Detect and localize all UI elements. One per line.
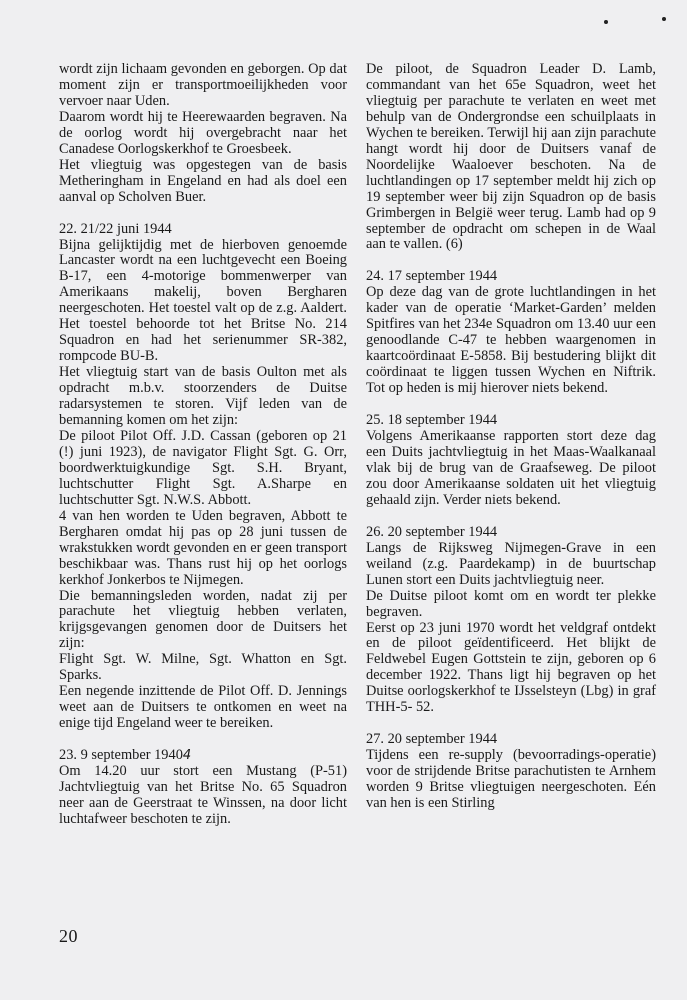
paragraph: Flight Sgt. W. Milne, Sgt. Whatton en Sgt. Sparks. [59,651,347,684]
section-heading-22: 22. 21/22 juni 1944 [59,220,172,237]
paragraph: Volgens Amerikaanse rapporten stort deze dag een Duits jachtvliegtuig in het Maas-Waalkanaal vlak bij de brug van de Graafseweg. De piloot zou door Amerikaanse soldaten uit het vliegtuig gehaald zijn. Verder niets bekend. [366,428,656,508]
paragraph: Die bemanningsleden worden, nadat zij per parachute het vliegtuig hebben verlaten, krijgsgevangen genomen door de Duitsers het zijn: [59,587,347,652]
section-heading-27: 27. 20 september 1944 [366,731,498,748]
paragraph: De Duitse piloot komt om en wordt ter plekke begraven. [366,587,656,620]
paragraph: Tijdens een re-supply (bevoorradings-operatie) voor de strijdende Britse parachutisten te Arnhem worden 9 Britse vliegtuigen neergeschoten. Eén van hen is een Stirling [366,747,656,812]
paragraph: Bijna gelijktijdig met de hierboven genoemde Lancaster wordt na een luchtgevecht een Boeing B-17, een 4-motorige bommenwerper van Amerikaans makelij, boven Bergharen neergeschoten. Het toestel valt op de z.g. Aaldert. Het toestel behoorde tot het Britse No. 214 Squadron en had het serienummer SR-382, rompcode BU-B. [59,236,347,365]
paragraph: Langs de Rijksweg Nijmegen-Grave in een weiland (z.g. Paardekamp) in de buurtschap Lunen stort een Duits jachtvliegtuig neer. [366,539,656,588]
page-number: 20 [59,926,78,946]
paragraph: De piloot Pilot Off. J.D. Cassan (geboren op 21 (!) juni 1923), de navigator Flight Sgt. G. Orr, boordwerktuigkundige Sgt. S.H. Bryant, luchtschutter Flight Sgt. A.Sharpe en luchtschutter Sgt. N.W.S. Abbott. [59,427,347,508]
speck-mark [662,17,666,21]
paragraph: Op deze dag van de grote luchtlandingen in het kader van de operatie ‘Market-Garden’ melden Spitfires van het 234e Squadron om 13.40 uur een genoodlande C-47 te hebben waargenomen in kaartcoördinaat E-5858. Bij bestudering blijkt dit coördinaat te liggen tussen Wychen en Niftrik. Tot op heden is mij hierover niets bekend. [366,284,656,397]
paragraph: Eerst op 23 juni 1970 wordt het veldgraf ontdekt en de piloot geïdentificeerd. Het blijkt de Feldwebel Eugen Gottstein te zijn, geboren op 6 december 1922. Thans ligt hij begraven op het Duitse oorlogskerkhof te IJsselsteyn (Lbg) in graf THH-5- 52. [366,619,656,716]
paragraph: De piloot, de Squadron Leader D. Lamb, commandant van het 65e Squadron, weet het vliegtuig per parachute te verlaten en weet met behulp van de Ondergrondse een schuilplaats in Wychen te bereiken. Terwijl hij aan zijn parachute hangt wordt hij door de Duitsers vanaf de Noordelijke Waaloever beschoten. Na de luchtlandingen op 17 september meldt hij zich op 19 september weer bij zijn Squadron op de basis Grimbergen in België weer terug. Lamb had op 9 september de opdracht om schepen in de Waal aan te vallen. (6) [366,61,656,253]
paragraph: wordt zijn lichaam gevonden en geborgen. Op dat moment zijn er transportmoeilijkheden voor vervoer naar Uden. [59,61,347,109]
section-heading-25: 25. 18 september 1944 [366,412,498,429]
paragraph: Een negende inzittende de Pilot Off. D. Jennings weet aan de Duitsers te ontkomen en weet na enige tijd Engeland weer te bereiken. [59,683,347,732]
right-column [366,62,656,812]
paragraph: Om 14.20 uur stort een Mustang (P-51) Jachtvliegtuig van het Britse No. 65 Squadron neer aan de Geerstraat te Winssen, na door licht luchtafweer beschoten te zijn. [59,763,347,827]
paragraph: Daarom wordt hij te Heerewaarden begraven. Na de oorlog wordt hij overgebracht naar het Canadese Oorlogskerkhof te Groesbeek. [59,108,347,157]
section-heading-23 [59,748,347,764]
heading-text: 23. 9 september 1940 [59,747,183,764]
paragraph: Het vliegtuig start van de basis Oulton met als opdracht m.b.v. stoorzenders de Duitse radarsystemen te storen. Vijf leden van de bemanning komen om het zijn: [59,364,347,429]
paragraph: Het vliegtuig was opgestegen van de basis Metheringham in Engeland en had als doel een aanval op Scholven Buer. [59,156,347,205]
handwritten-correction: 4 [182,748,192,764]
section-heading-24: 24. 17 september 1944 [366,268,498,285]
paragraph: 4 van hen worden te Uden begraven, Abbott te Bergharen omdat hij pas op 28 juni tussen de wrakstukken wordt gevonden en er geen transport beschikbaar was. Thans rust hij op het oorlogs kerkhof Jonkerbos te Nijmegen. [59,507,347,588]
speck-mark [604,20,608,24]
left-column [59,62,347,828]
section-heading-26: 26. 20 september 1944 [366,523,498,540]
